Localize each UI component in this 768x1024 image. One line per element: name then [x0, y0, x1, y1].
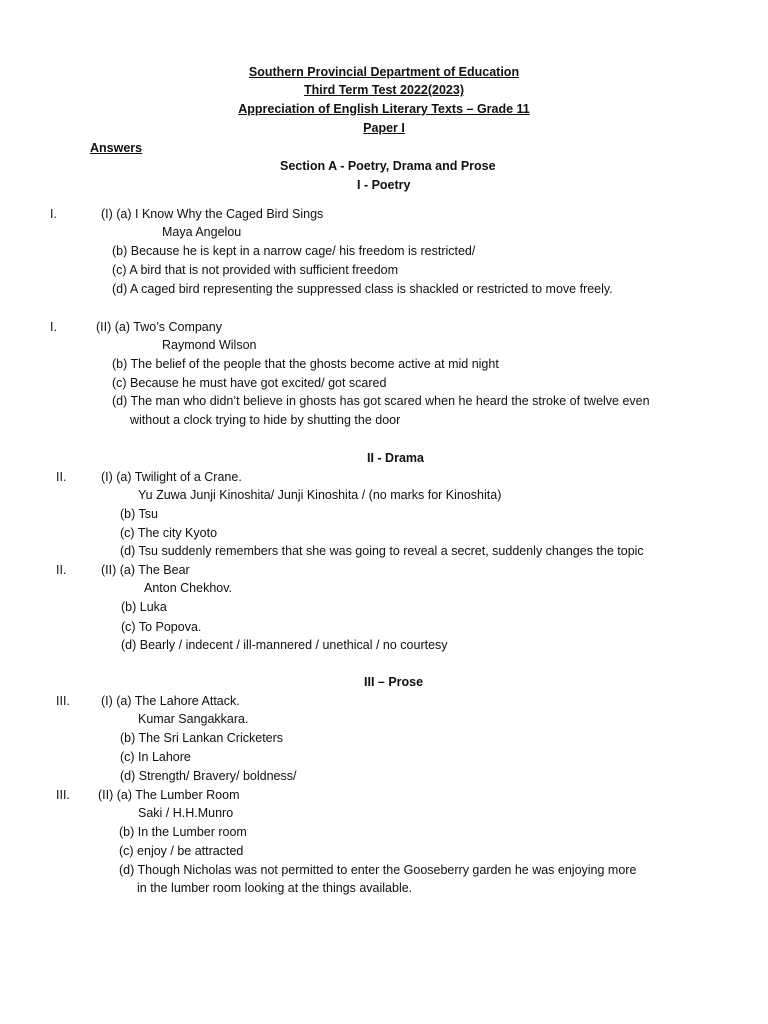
- answer-line: (d) Strength/ Bravery/ boldness/: [120, 769, 297, 783]
- answer-line: Maya Angelou: [162, 225, 242, 239]
- answer-line: (d) A caged bird representing the suppressed class is shackled or restricted to move freely.: [112, 282, 613, 296]
- answer-line: (d) Bearly / indecent / ill-mannered / unethical / no courtesy: [121, 638, 448, 652]
- answer-line: (I) (a) Twilight of a Crane.: [101, 470, 242, 484]
- answer-line: Yu Zuwa Junji Kinoshita/ Junji Kinoshita / (no marks for Kinoshita): [138, 488, 502, 502]
- question-number: III.: [56, 788, 70, 802]
- answer-line: (I) (a) I Know Why the Caged Bird Sings: [101, 207, 324, 221]
- header-test: Third Term Test 2022(2023): [303, 83, 465, 97]
- answers-label: Answers: [90, 141, 143, 155]
- answer-line: (II) (a) The Lumber Room: [98, 788, 240, 802]
- answer-line: in the lumber room looking at the things available.: [137, 881, 413, 895]
- answer-line: without a clock trying to hide by shutting the door: [130, 413, 401, 427]
- answer-line: Kumar Sangakkara.: [138, 712, 249, 726]
- answer-line: (b) Luka: [121, 600, 167, 614]
- section-title: Section A - Poetry, Drama and Prose: [280, 159, 496, 173]
- question-number: II.: [56, 470, 67, 484]
- answer-line: (b) Tsu: [120, 507, 158, 521]
- answer-line: (II) (a) Two’s Company: [96, 320, 222, 334]
- answer-line: Anton Chekhov.: [144, 581, 233, 595]
- answer-line: (d) The man who didn’t believe in ghosts has got scared when he heard the stroke of twelve even: [112, 394, 650, 408]
- answer-line: (c) enjoy / be attracted: [119, 844, 244, 858]
- question-number: III.: [56, 694, 70, 708]
- header-subject: Appreciation of English Literary Texts – Grade 11: [238, 102, 530, 116]
- answer-line: (b) The Sri Lankan Cricketers: [120, 731, 284, 745]
- answer-line: (c) A bird that is not provided with sufficient freedom: [112, 263, 399, 277]
- prose-heading: III – Prose: [364, 675, 424, 689]
- answer-line: (c) In Lahore: [120, 750, 191, 764]
- question-number: I.: [50, 207, 57, 221]
- answer-line: Saki / H.H.Munro: [138, 806, 234, 820]
- question-number: I.: [50, 320, 57, 334]
- answer-line: (d) Tsu suddenly remembers that she was going to reveal a secret, suddenly changes the topic: [120, 544, 644, 558]
- answer-line: (I) (a) The Lahore Attack.: [101, 694, 240, 708]
- answer-line: (II) (a) The Bear: [101, 563, 190, 577]
- header-department: Southern Provincial Department of Education: [248, 65, 520, 79]
- answer-line: (b) The belief of the people that the ghosts become active at mid night: [112, 357, 499, 371]
- answer-line: (b) In the Lumber room: [119, 825, 247, 839]
- question-number: II.: [56, 563, 67, 577]
- poetry-heading: I - Poetry: [357, 178, 411, 192]
- answer-line: (c) To Popova.: [121, 620, 202, 634]
- drama-heading: II - Drama: [367, 451, 424, 465]
- answer-line: (d) Though Nicholas was not permitted to enter the Gooseberry garden he was enjoying more: [119, 863, 637, 877]
- header-paper: Paper I: [363, 121, 405, 135]
- answer-line: (c) The city Kyoto: [120, 526, 218, 540]
- answer-line: (b) Because he is kept in a narrow cage/ his freedom is restricted/: [112, 244, 476, 258]
- answer-line: (c) Because he must have got excited/ got scared: [112, 376, 387, 390]
- answer-line: Raymond Wilson: [162, 338, 257, 352]
